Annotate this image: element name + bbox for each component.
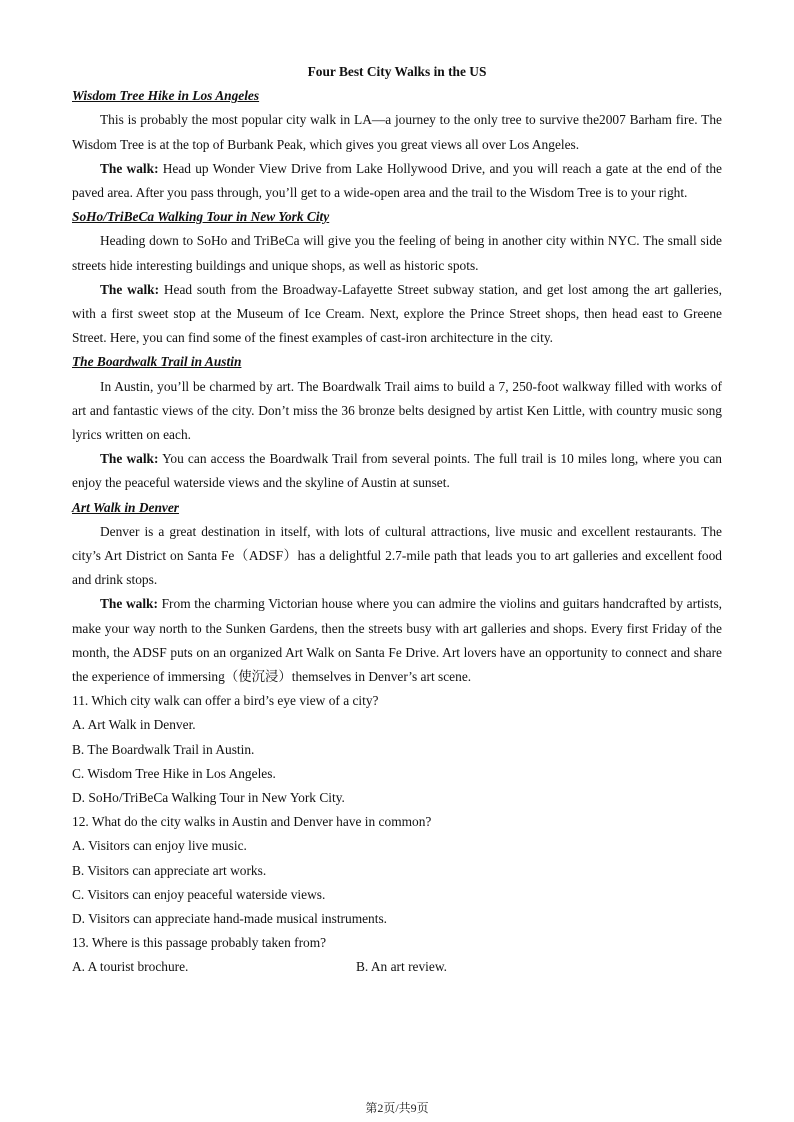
section-heading-austin: The Boardwalk Trail in Austin <box>72 354 242 370</box>
walk-text: Head up Wonder View Drive from Lake Hollywood Drive, and you will reach a gate at the end of the paved area. After you pass through, you’ll get to a wide-open area and the trail to the Wisdom Tree is to your right. <box>72 160 722 200</box>
question-13-option-a: A. A tourist brochure. <box>72 959 189 975</box>
section-walk-denver <box>72 592 722 689</box>
section-intro-austin: In Austin, you’ll be charmed by art. The Boardwalk Trail aims to build a 7, 250-foot walkway filled with works of art and fantastic views of the city. Don’t miss the 36 bronze belts designed by artist Ken Little, with country music song lyrics written on each. <box>72 378 722 442</box>
section-intro-denver: Denver is a great destination in itself, with lots of cultural attractions, live music and excellent restaurants. The city’s Art District on Santa Fe（ADSF）has a delightful 2.7-mile path that leads you to art galleries and excellent food and drink stops. <box>72 523 722 588</box>
question-12-option-a: A. Visitors can enjoy live music. <box>72 838 247 854</box>
question-11-option-a: A. Art Walk in Denver. <box>72 717 196 733</box>
section-walk-los-angeles <box>72 157 722 205</box>
question-12-option-c: C. Visitors can enjoy peaceful waterside views. <box>72 886 326 902</box>
question-13-options <box>72 955 722 979</box>
section-walk-new-york <box>72 278 722 351</box>
page-footer: 第2页/共9页 <box>365 1101 429 1115</box>
section-walk-austin <box>72 447 722 495</box>
section-intro-los-angeles: This is probably the most popular city walk in LA—a journey to the only tree to survive the2007 Barham fire. The Wisdom Tree is at the top of Burbank Peak, which gives you great views all over Los Angeles. <box>72 112 722 152</box>
walk-text: Head south from the Broadway-Lafayette Street subway station, and get lost among the art galleries, with a first sweet stop at the Museum of Ice Cream. Next, explore the Prince Street shops, then head east to Greene Street. Here, you can find some of the finest examples of cast-iron architecture in the city. <box>72 281 722 346</box>
section-heading-los-angeles: Wisdom Tree Hike in Los Angeles <box>72 88 260 104</box>
question-13: 13. Where is this passage probably taken from? <box>72 935 327 951</box>
walk-label: The walk: <box>100 281 160 297</box>
question-12-option-d: D. Visitors can appreciate hand-made musical instruments. <box>72 910 388 926</box>
section-intro-new-york: Heading down to SoHo and TriBeCa will give you the feeling of being in another city within NYC. The small side streets hide interesting buildings and unique shops, as well as historic spots. <box>72 233 722 273</box>
question-13-option-b: B. An art review. <box>356 959 447 975</box>
document-page <box>72 60 722 979</box>
question-11-option-d: D. SoHo/TriBeCa Walking Tour in New York City. <box>72 789 345 805</box>
walk-text: You can access the Boardwalk Trail from several points. The full trail is 10 miles long, where you can enjoy the peaceful waterside views and the skyline of Austin at sunset. <box>72 451 722 491</box>
page-title: Four Best City Walks in the US <box>307 64 487 79</box>
section-heading-denver: Art Walk in Denver <box>72 499 180 515</box>
question-12: 12. What do the city walks in Austin and Denver have in common? <box>72 814 432 830</box>
walk-label: The walk: <box>100 160 159 176</box>
question-12-option-b: B. Visitors can appreciate art works. <box>72 862 267 878</box>
question-11-option-c: C. Wisdom Tree Hike in Los Angeles. <box>72 765 276 781</box>
question-11-option-b: B. The Boardwalk Trail in Austin. <box>72 741 255 757</box>
walk-label: The walk: <box>100 596 158 612</box>
question-11: 11. Which city walk can offer a bird’s eye view of a city? <box>72 693 379 709</box>
section-heading-new-york: SoHo/TriBeCa Walking Tour in New York City <box>72 209 330 225</box>
walk-text: From the charming Victorian house where you can admire the violins and guitars handcrafted by artists, make your way north to the Sunken Gardens, then the streets busy with art galleries and shops. Every first Friday of the month, the ADSF puts on an organized Art Walk on Santa Fe Drive. Art lovers have an opportunity to connect and share the experience of immersing（使沉浸）themselves in Denver’s art scene. <box>72 596 722 684</box>
walk-label: The walk: <box>100 451 159 467</box>
